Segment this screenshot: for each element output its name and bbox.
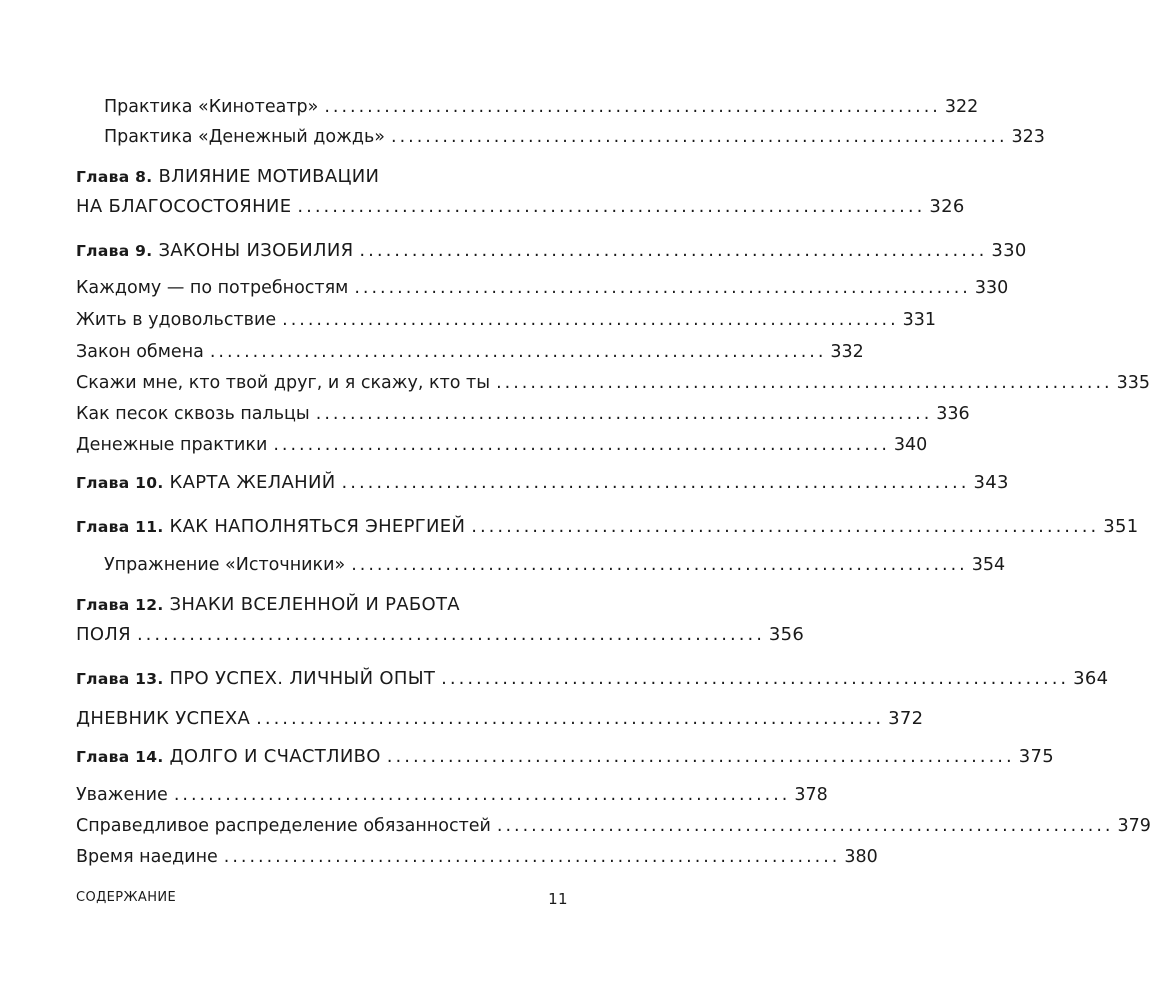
toc-page-number: 332 <box>830 342 864 362</box>
toc-entry[interactable] <box>76 341 864 363</box>
toc-entry-title: Как песок сквозь пальцы <box>76 404 310 424</box>
toc-page-number: 364 <box>1073 668 1109 689</box>
dot-leader: ........................................................................ <box>256 708 885 729</box>
dot-leader: ........................................................................ <box>315 404 933 424</box>
dot-leader: ........................................................................ <box>209 342 827 362</box>
chapter-title-line1: ВЛИЯНИЕ МОТИВАЦИИ <box>158 166 380 187</box>
toc-entry-title: Каждому — по потребностям <box>76 278 349 298</box>
toc-entry-title: Упражнение «Источники» <box>104 555 346 575</box>
chapter-label: Глава 14. <box>76 748 164 766</box>
toc-page-number: 372 <box>888 708 924 729</box>
toc-page-number: 340 <box>893 435 928 455</box>
dot-leader: ........................................................................ <box>391 127 1008 147</box>
chapter-title-line2: НА БЛАГОСОСТОЯНИЕ <box>76 196 292 217</box>
toc-entry-title: Практика «Кинотеатр» <box>104 97 319 117</box>
toc-entry-title: Закон обмена <box>76 342 204 362</box>
dot-leader: ........................................................................ <box>273 435 890 455</box>
toc-entry-title: Жить в удовольствие <box>76 310 277 330</box>
toc-entry[interactable] <box>76 784 828 806</box>
toc-entry[interactable] <box>76 815 1151 837</box>
dot-leader: ........................................................................ <box>359 240 988 261</box>
chapter-label: Глава 12. <box>76 596 164 614</box>
dot-leader: ........................................................................ <box>282 310 899 330</box>
toc-entry[interactable] <box>76 434 928 456</box>
toc-page-number: 356 <box>768 624 805 645</box>
toc-chapter-entry[interactable] <box>76 240 1027 262</box>
toc-page-number: 323 <box>1011 127 1045 147</box>
toc-page-number: 351 <box>1103 516 1139 537</box>
dot-leader: ........................................................................ <box>354 278 971 298</box>
toc-chapter-entry[interactable] <box>76 668 1109 690</box>
toc-entry[interactable] <box>104 96 979 118</box>
dot-leader: ........................................................................ <box>441 668 1070 689</box>
chapter-label: Глава 9. <box>76 242 153 260</box>
toc-page-number: 336 <box>936 404 970 424</box>
toc-page-number: 330 <box>991 240 1027 261</box>
dot-leader: ........................................................................ <box>324 97 941 117</box>
toc-page-number: 375 <box>1018 746 1055 767</box>
dot-leader: ........................................................................ <box>173 785 791 805</box>
dot-leader: ........................................................................ <box>297 196 926 217</box>
toc-entry-title: Денежные практики <box>76 435 268 455</box>
chapter-label: Глава 10. <box>76 474 164 492</box>
toc-chapter-entry[interactable] <box>76 516 1139 538</box>
dot-leader: ........................................................................ <box>496 373 1113 393</box>
dot-leader: ........................................................................ <box>136 624 765 645</box>
chapter-title: ПРО УСПЕХ. ЛИЧНЫЙ ОПЫТ <box>169 668 436 689</box>
dot-leader: ........................................................................ <box>223 847 841 867</box>
toc-entry-title: Уважение <box>76 785 168 805</box>
chapter-label: Глава 13. <box>76 670 164 688</box>
toc-chapter-entry[interactable] <box>76 746 1055 768</box>
toc-entry[interactable] <box>104 126 1045 148</box>
page-footer <box>76 890 568 908</box>
chapter-title: ЗАКОНЫ ИЗОБИЛИЯ <box>158 240 354 261</box>
toc-entry[interactable] <box>104 554 1006 576</box>
dot-leader: ........................................................................ <box>496 816 1114 836</box>
toc-page-number: 331 <box>902 310 937 330</box>
dot-leader: ........................................................................ <box>386 746 1015 767</box>
chapter-title-line1: ЗНАКИ ВСЕЛЕННОЙ И РАБОТА <box>169 594 460 615</box>
toc-chapter-entry[interactable] <box>76 472 1009 494</box>
toc-page-number: 380 <box>844 847 878 867</box>
toc-entry[interactable] <box>76 309 937 331</box>
toc-page-number: 379 <box>1117 816 1151 836</box>
dot-leader: ........................................................................ <box>471 516 1100 537</box>
toc-section-entry[interactable] <box>76 708 924 730</box>
toc-entry[interactable] <box>76 372 1150 394</box>
toc-entry-title: Время наедине <box>76 847 218 867</box>
page-number: 11 <box>548 890 568 908</box>
toc-entry-title: Справедливое распределение обязанностей <box>76 816 491 836</box>
toc-page-number: 322 <box>944 97 979 117</box>
running-header-section: СОДЕРЖАНИЕ <box>76 890 177 905</box>
toc-page-number: 343 <box>973 472 1009 493</box>
toc-entry-title: Скажи мне, кто твой друг, и я скажу, кто ты <box>76 373 491 393</box>
toc-page-number: 330 <box>974 278 1009 298</box>
toc-entry[interactable] <box>76 277 1009 299</box>
toc-page-number: 326 <box>929 196 965 217</box>
chapter-title: КАК НАПОЛНЯТЬСЯ ЭНЕРГИЕЙ <box>169 516 466 537</box>
chapter-title-line2: ПОЛЯ <box>76 624 131 645</box>
toc-page-number: 378 <box>794 785 828 805</box>
chapter-title: КАРТА ЖЕЛАНИЙ <box>169 472 336 493</box>
toc-page-number: 335 <box>1116 373 1150 393</box>
dot-leader: ........................................................................ <box>341 472 970 493</box>
dot-leader: ........................................................................ <box>351 555 968 575</box>
section-title: ДНЕВНИК УСПЕХА <box>76 708 251 729</box>
toc-entry[interactable] <box>76 403 970 425</box>
chapter-title: ДОЛГО И СЧАСТЛИВО <box>169 746 381 767</box>
chapter-label: Глава 8. <box>76 168 153 186</box>
toc-chapter-entry[interactable] <box>76 594 805 646</box>
toc-entry-title: Практика «Денежный дождь» <box>104 127 385 147</box>
chapter-label: Глава 11. <box>76 518 164 536</box>
toc-page-number: 354 <box>971 555 1006 575</box>
toc-chapter-entry[interactable] <box>76 166 965 218</box>
toc-entry[interactable] <box>76 846 878 868</box>
